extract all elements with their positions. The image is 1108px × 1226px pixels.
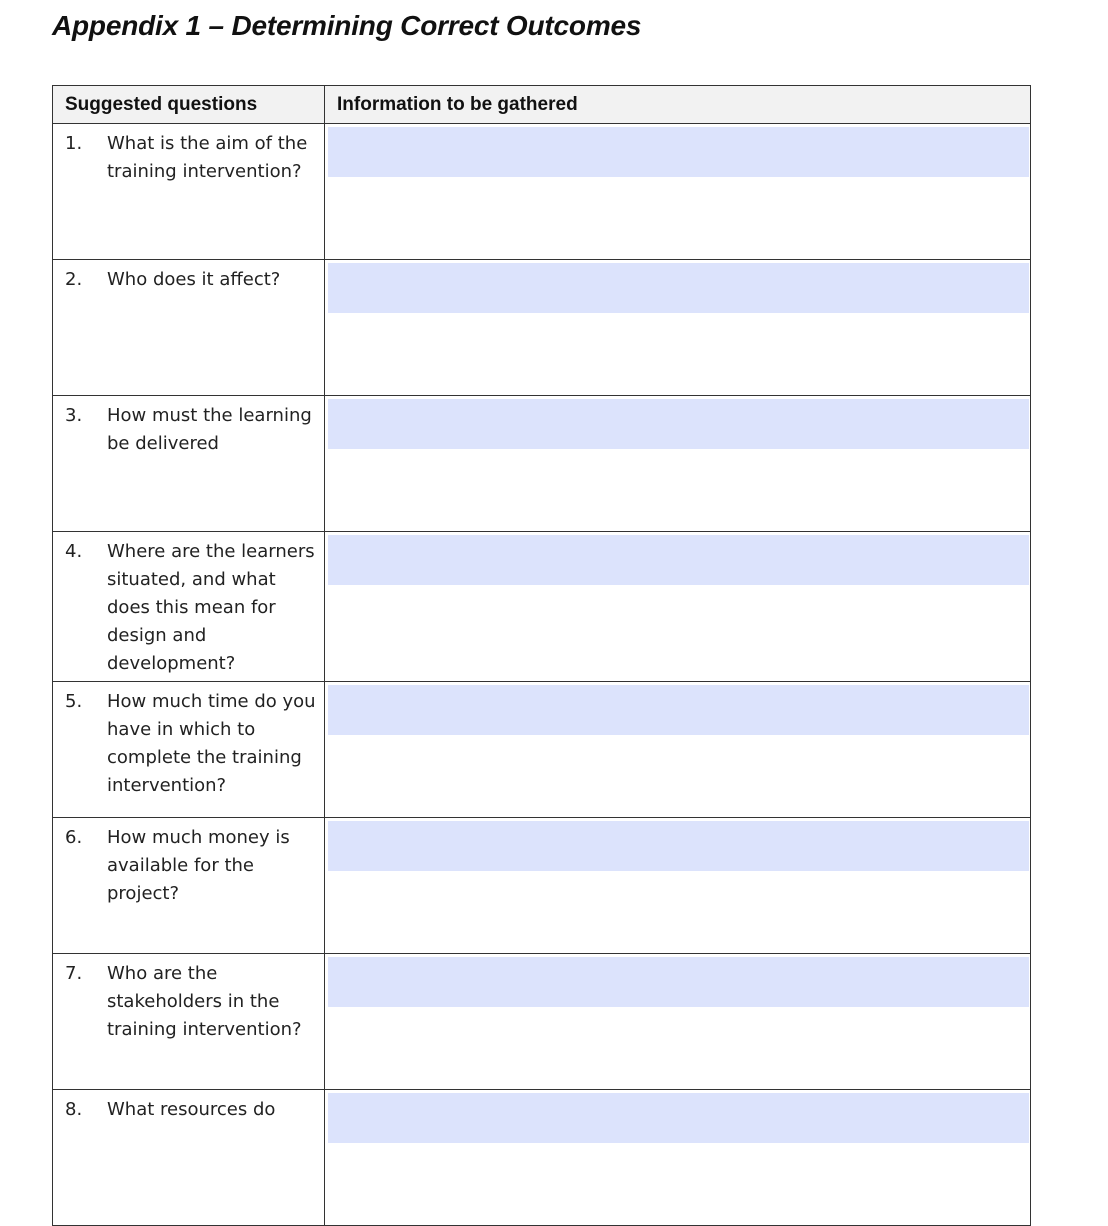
header-suggested-questions: Suggested questions — [53, 86, 325, 124]
question-text: Who are the stakeholders in the training intervention? — [107, 963, 302, 1040]
header-information-to-gather: Information to be gathered — [325, 86, 1031, 124]
table-row — [53, 396, 1031, 532]
question-text: Who does it affect? — [107, 269, 281, 290]
question-number: 4. — [65, 541, 83, 562]
table-row — [53, 1090, 1031, 1226]
question-number: 5. — [65, 691, 83, 712]
answer-cell — [325, 1090, 1031, 1226]
answer-field-7[interactable] — [328, 957, 1029, 1007]
page-title: Appendix 1 – Determining Correct Outcomes — [52, 10, 642, 41]
answer-field-5[interactable] — [328, 685, 1029, 735]
question-number: 7. — [65, 963, 83, 984]
table-row — [53, 682, 1031, 818]
table-row — [53, 818, 1031, 954]
answer-cell — [325, 396, 1031, 532]
table-row — [53, 124, 1031, 260]
question-cell — [53, 532, 325, 682]
question-cell — [53, 818, 325, 954]
answer-field-8[interactable] — [328, 1093, 1029, 1143]
answer-field-6[interactable] — [328, 821, 1029, 871]
question-number: 6. — [65, 827, 83, 848]
table-row — [53, 532, 1031, 682]
table-row — [53, 954, 1031, 1090]
answer-cell — [325, 532, 1031, 682]
question-text: How much time do you have in which to complete the training intervention? — [107, 691, 316, 796]
answer-field-2[interactable] — [328, 263, 1029, 313]
question-number: 3. — [65, 405, 83, 426]
answer-field-3[interactable] — [328, 399, 1029, 449]
answer-cell — [325, 954, 1031, 1090]
question-text: How much money is available for the project? — [107, 827, 290, 904]
question-number: 1. — [65, 133, 83, 154]
question-number: 2. — [65, 269, 83, 290]
answer-cell — [325, 124, 1031, 260]
question-cell — [53, 124, 325, 260]
question-text: What is the aim of the training intervention? — [107, 133, 308, 182]
question-text: What resources do — [107, 1099, 276, 1120]
question-cell — [53, 1090, 325, 1226]
table-header-row — [53, 86, 1031, 124]
question-cell — [53, 396, 325, 532]
answer-cell — [325, 682, 1031, 818]
answer-field-1[interactable] — [328, 127, 1029, 177]
answer-cell — [325, 818, 1031, 954]
question-cell — [53, 954, 325, 1090]
answer-field-4[interactable] — [328, 535, 1029, 585]
outcomes-table — [52, 85, 1031, 1226]
question-number: 8. — [65, 1099, 83, 1120]
question-text: Where are the learners situated, and what does this mean for design and development? — [107, 541, 315, 674]
question-text: How must the learning be delivered — [107, 405, 312, 454]
table-row — [53, 260, 1031, 396]
question-cell — [53, 682, 325, 818]
question-cell — [53, 260, 325, 396]
answer-cell — [325, 260, 1031, 396]
